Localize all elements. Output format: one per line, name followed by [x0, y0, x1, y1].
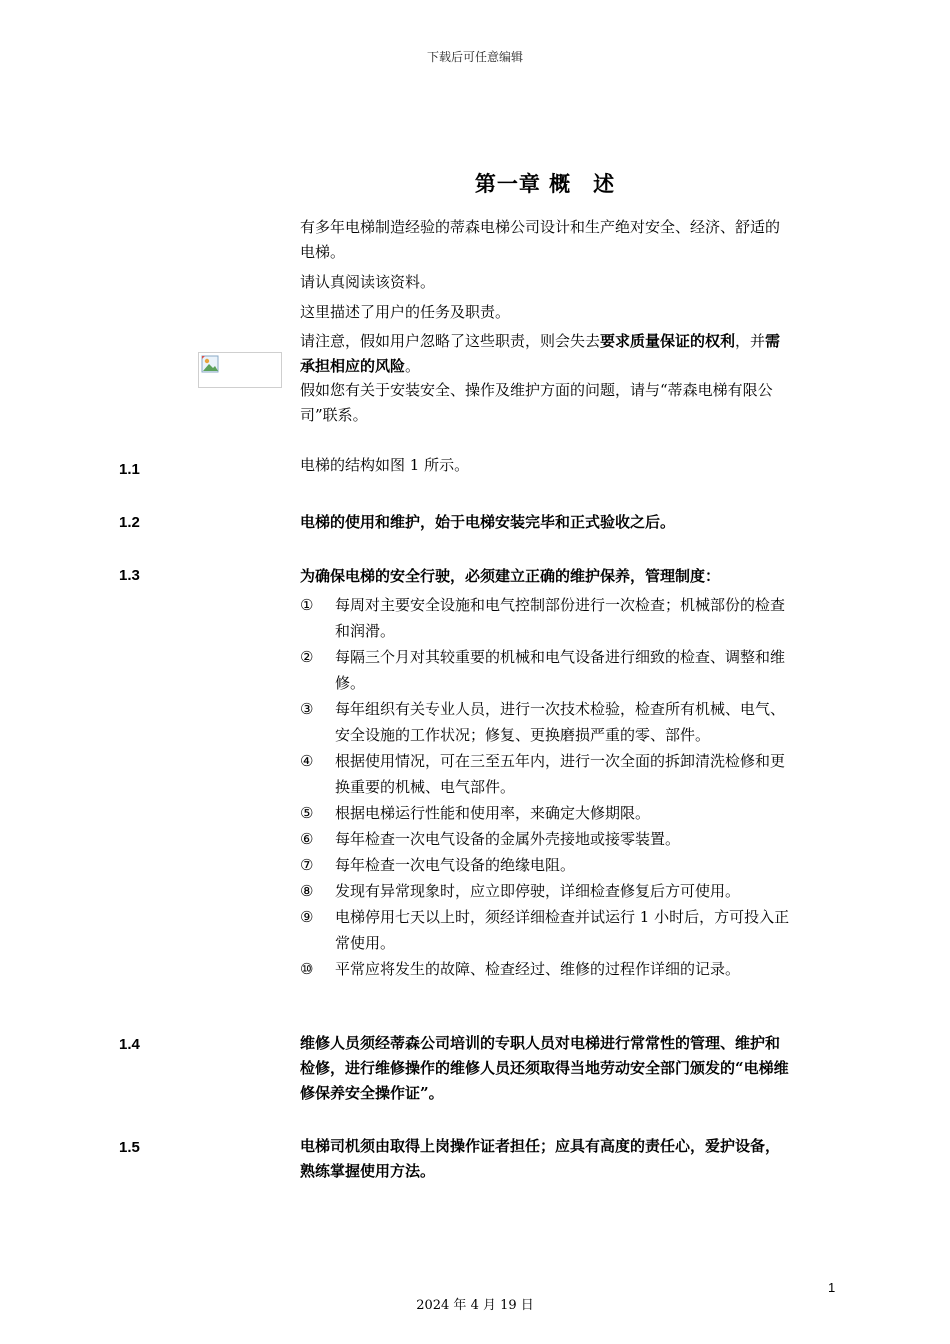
list-item [300, 644, 792, 696]
maintenance-list [300, 592, 792, 982]
intro-paragraph-5: 假如您有关于安装安全、操作及维护方面的问题，请与“蒂森电梯有限公司”联系。 [300, 381, 773, 424]
broken-image-icon [201, 355, 219, 373]
list-marker: ① [300, 596, 314, 614]
list-marker: ④ [300, 752, 314, 770]
intro-paragraph-2: 请认真阅读该资料。 [300, 273, 436, 291]
section-number-1-3: 1.3 [119, 567, 140, 584]
intro-paragraph-3: 这里描述了用户的任务及职责。 [300, 303, 511, 321]
list-item [300, 748, 792, 800]
list-item-text: 每隔三个月对其较重要的机械和电气设备进行细致的检查、调整和维修。 [335, 648, 786, 692]
intro-p4-text-c: ，并 [735, 332, 766, 350]
list-item [300, 800, 792, 826]
list-item [300, 592, 792, 644]
list-item [300, 852, 792, 878]
list-item-text: 每周对主要安全设施和电气控制部份进行一次检查；机械部份的检查和润滑。 [335, 596, 786, 640]
section-number-1-5: 1.5 [119, 1139, 140, 1156]
footer-date: 2024 年 4 月 19 日 [416, 1298, 534, 1313]
page-number: 1 [828, 1280, 836, 1295]
list-item-text: 每年组织有关专业人员，进行一次技术检验，检查所有机械、电气、安全设施的工作状况；修复、更换磨损严重的零、部件。 [335, 700, 786, 744]
intro-paragraph-1: 有多年电梯制造经验的蒂森电梯公司设计和生产绝对安全、经济、舒适的电梯。 [300, 218, 781, 261]
list-marker: ③ [300, 700, 314, 718]
header-note: 下载后可任意编辑 [426, 50, 523, 64]
list-item [300, 878, 792, 904]
list-marker: ② [300, 648, 314, 666]
intro-paragraph-4 [300, 329, 792, 379]
section-number-1-1: 1.1 [119, 461, 140, 478]
image-placeholder [198, 352, 282, 388]
list-item-text: 每年检查一次电气设备的绝缘电阻。 [335, 856, 576, 874]
list-marker: ⑦ [300, 856, 314, 874]
chapter-title: 第一章 概 述 [474, 171, 616, 196]
list-item-text: 根据电梯运行性能和使用率，来确定大修期限。 [335, 804, 651, 822]
list-item-text: 平常应将发生的故障、检查经过、维修的过程作详细的记录。 [335, 960, 741, 978]
list-item-text: 根据使用情况，可在三至五年内，进行一次全面的拆卸清洗检修和更换重要的机械、电气部件。 [335, 752, 786, 796]
list-marker: ⑧ [300, 882, 314, 900]
intro-p4-bold-risk: 需承担相应的风险 [300, 332, 781, 375]
list-marker: ⑥ [300, 830, 314, 848]
section-text-1-2: 电梯的使用和维护，始于电梯安装完毕和正式验收之后。 [300, 513, 676, 531]
list-item-text: 每年检查一次电气设备的金属外壳接地或接零装置。 [335, 830, 681, 848]
section-number-1-2: 1.2 [119, 514, 140, 531]
section-number-1-4: 1.4 [119, 1036, 140, 1053]
intro-p4-text-a: 请注意，假如用户忽略了这些职责，则会失去 [300, 332, 601, 350]
intro-p4-text-e: 。 [405, 357, 421, 375]
list-item [300, 956, 792, 982]
section-text-1-4: 维修人员须经蒂森公司培训的专职人员对电梯进行常常性的管理、维护和检修，进行维修操作的维修人员还须取得当地劳动安全部门颁发的“电梯维修保养安全操作证”。 [300, 1034, 789, 1102]
list-marker: ⑩ [300, 960, 314, 978]
section-text-1-5: 电梯司机须由取得上岗操作证者担任；应具有高度的责任心，爱护设备，熟练掌握使用方法。 [300, 1137, 781, 1180]
intro-p4-bold-warranty: 要求质量保证的权利 [600, 332, 736, 350]
section-text-1-3: 为确保电梯的安全行驶，必须建立正确的维护保养，管理制度： [300, 567, 721, 585]
list-item [300, 826, 792, 852]
list-marker: ⑨ [300, 908, 314, 926]
list-item [300, 696, 792, 748]
list-item-text: 电梯停用七天以上时，须经详细检查并试运行 1 小时后，方可投入正常使用。 [335, 908, 790, 952]
section-text-1-1: 电梯的结构如图 1 所示。 [300, 456, 470, 474]
list-marker: ⑤ [300, 804, 314, 822]
list-item-text: 发现有异常现象时，应立即停驶，详细检查修复后方可使用。 [335, 882, 741, 900]
list-item [300, 904, 792, 956]
